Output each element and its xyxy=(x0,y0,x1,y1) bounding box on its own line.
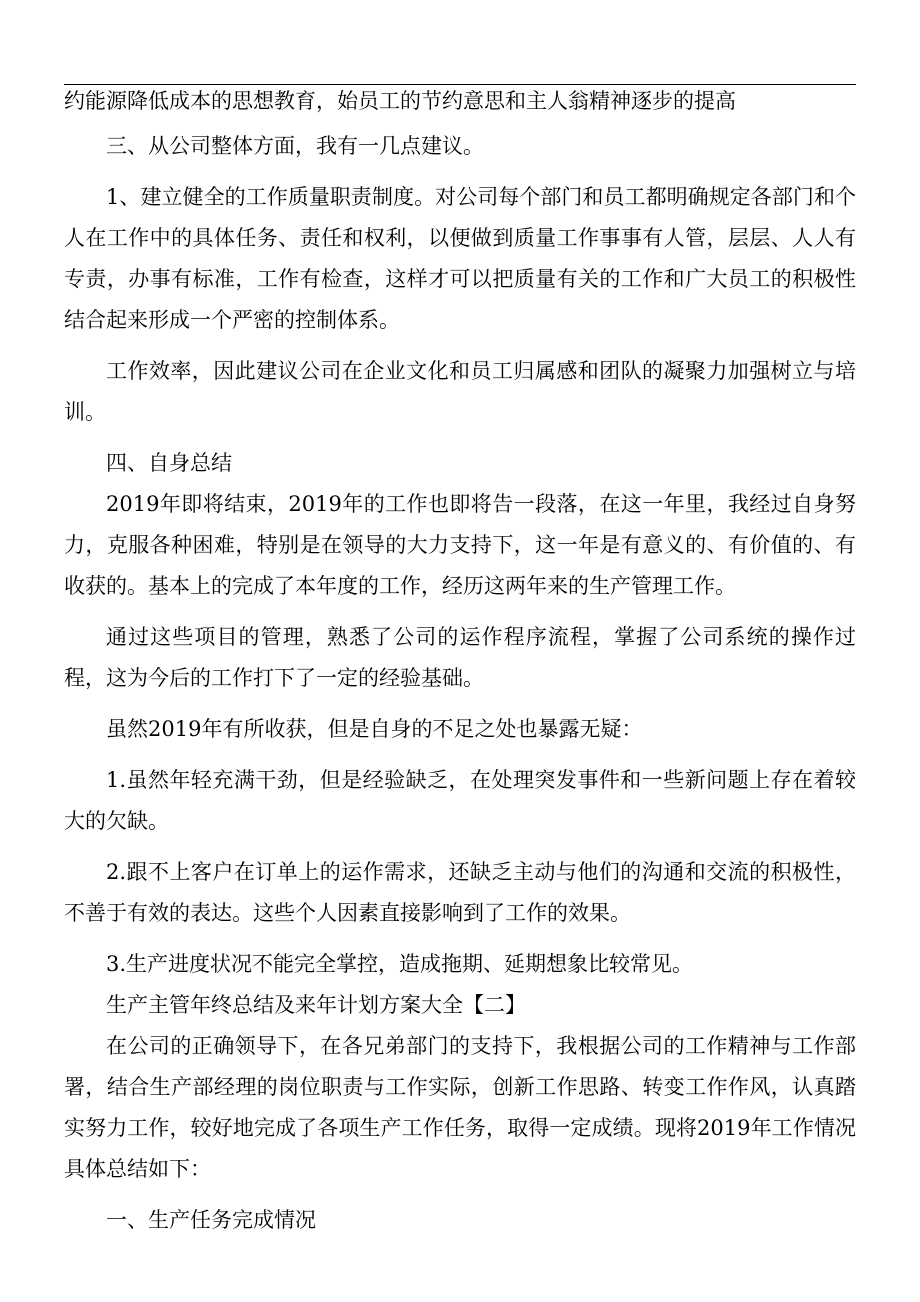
paragraph-quality-system: 1、建立健全的工作质量职责制度。对公司每个部门和员工都明确规定各部门和个人在工作中的具体任务、责任和权利，以便做到质量工作事事有人管，层层、人人有专责，办事有标准，工作有检查，这样才可以把质量有关的工作和广大员工的积极性结合起来形成一个严密的控制体系。 xyxy=(64,185,856,332)
list-item-shortcoming-3: 3.生产进度状况不能完全掌控，造成拖期、延期想象比较常见。 xyxy=(106,952,694,976)
document-body xyxy=(64,84,856,1241)
paragraph-continuation: 约能源降低成本的思想教育，始员工的节约意思和主人翁精神逐步的提高 xyxy=(64,89,736,113)
section-heading-suggestions: 三、从公司整体方面，我有一几点建议。 xyxy=(106,134,484,158)
paragraph-part-two-intro: 在公司的正确领导下，在各兄弟部门的支持下，我根据公司的工作精神与工作部署，结合生产部经理的岗位职责与工作实际，创新工作思路、转变工作作风，认真踏实努力工作，较好地完成了各项生产工作任务，取得一定成绩。现将2019年工作情况具体总结如下： xyxy=(64,1034,856,1181)
section-title-part-two: 生产主管年终总结及来年计划方案大全【二】 xyxy=(106,993,526,1017)
paragraph-project-management: 通过这些项目的管理，熟悉了公司的运作程序流程，掌握了公司系统的操作过程，这为今后的工作打下了一定的经验基础。 xyxy=(64,625,856,690)
list-item-shortcoming-2: 2.跟不上客户在订单上的运作需求，还缺乏主动与他们的沟通和交流的积极性，不善于有效的表达。这些个人因素直接影响到了工作的效果。 xyxy=(64,860,856,925)
paragraph-year-review: 2019年即将结束，2019年的工作也即将告一段落，在这一年里，我经过自身努力，克服各种困难，特别是在领导的大力支持下，这一年是有意义的、有价值的、有收获的。基本上的完成了本年度的工作，经历这两年来的生产管理工作。 xyxy=(64,492,856,598)
paragraph-work-efficiency: 工作效率，因此建议公司在企业文化和员工归属感和团队的凝聚力加强树立与培训。 xyxy=(64,359,856,424)
paragraph-shortcomings-intro: 虽然2019年有所收获，但是自身的不足之处也暴露无疑： xyxy=(106,717,643,741)
list-item-shortcoming-1: 1.虽然年轻充满干劲，但是经验缺乏，在处理突发事件和一些新问题上存在着较大的欠缺。 xyxy=(64,768,856,833)
section-heading-self-summary: 四、自身总结 xyxy=(106,451,232,475)
section-heading-production-tasks: 一、生产任务完成情况 xyxy=(106,1208,316,1232)
